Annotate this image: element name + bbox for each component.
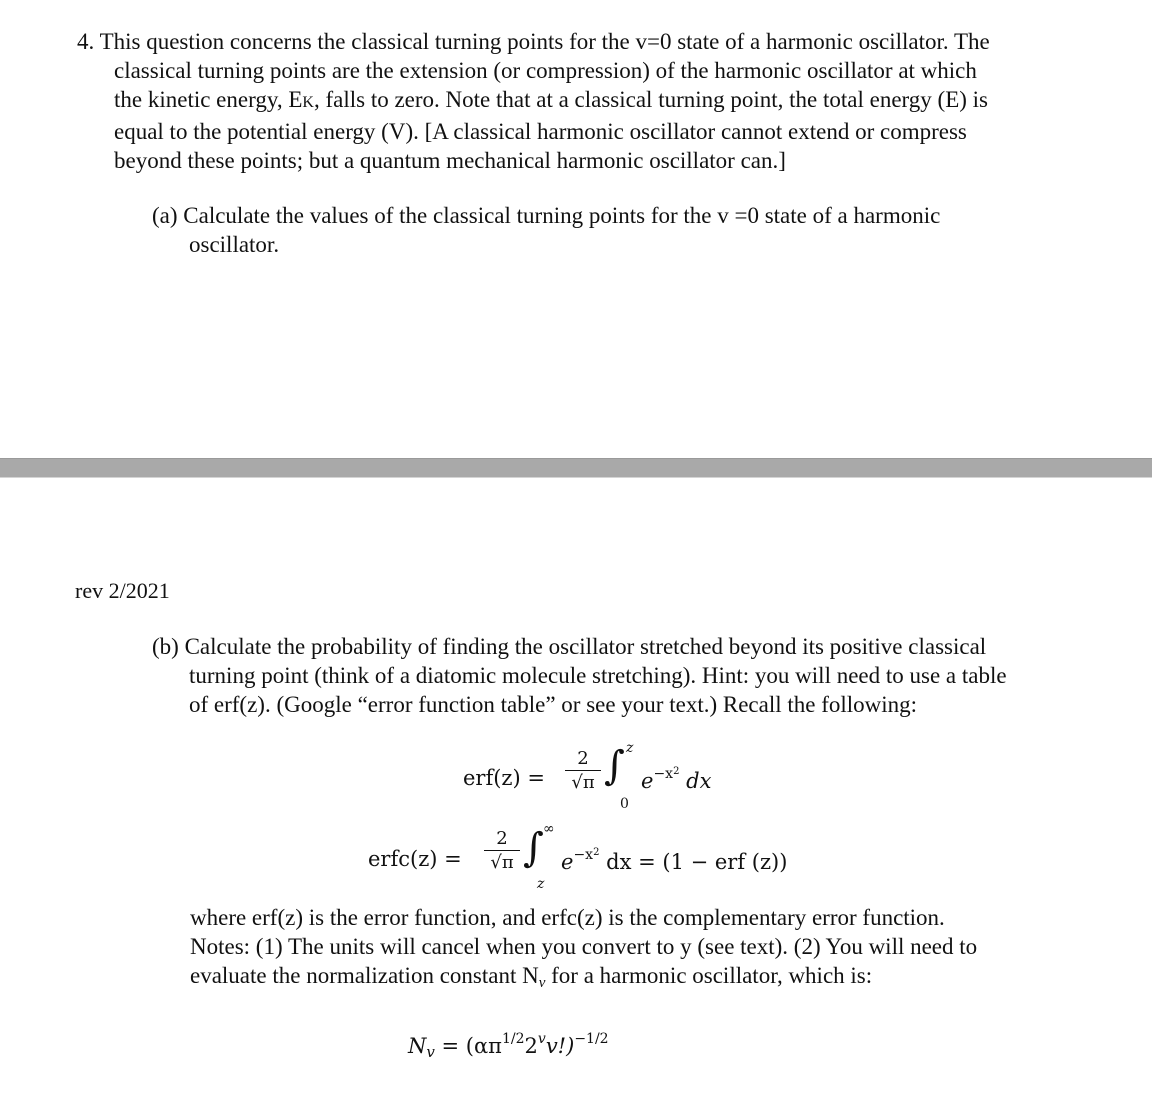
erfc-upper-limit: ∞ <box>543 821 555 837</box>
norm-exp-v: v <box>537 1031 546 1047</box>
intro-text: 4. This question concerns the classical turning points for the v=0 state of a harmonic oscillator. The classical turning points are the extension (or compression) of the harmonic oscillator at which the kinetic energy, E <box>77 29 990 112</box>
erf-denominator: √π <box>571 772 595 793</box>
norm-alpha-pi: = (απ <box>434 1034 502 1058</box>
erfc-lower-limit: z <box>537 876 545 892</box>
kinetic-energy-subscript: K <box>302 94 314 111</box>
notes-text: where erf(z) is the error function, and erfc(z) is the complementary error function. Notes: (1) The units will cancel when you convert to y (see text). (2) You will need to evaluate the normalization constant N <box>190 905 978 988</box>
erf-integral-sign: ∫ <box>604 743 625 789</box>
erf-integrand <box>641 766 711 793</box>
erfc-integral-sign: ∫ <box>523 825 544 871</box>
revision-label: rev 2/2021 <box>75 578 170 603</box>
erfc-denominator: √π <box>490 852 514 873</box>
part-a: (a) Calculate the values of the classical turning points for the v =0 state of a harmonic oscillator. <box>152 203 941 257</box>
norm-outer-exponent: −1/2 <box>574 1031 609 1047</box>
erf-exponent: −x <box>653 766 674 782</box>
page-top <box>0 0 1152 458</box>
page-separator <box>0 458 1152 478</box>
intro-text-continued: , falls to zero. Note that at a classical turning point, the total energy (E) is equal to the potential energy (V). [A classical harmonic oscillator cannot extend or compress beyond these points; but a quantum mechanical harmonic oscillator can.] <box>114 87 989 173</box>
page-bottom <box>0 478 1152 1098</box>
erfc-rhs: dx = (1 − erf (z)) <box>606 850 788 874</box>
norm-two: 2 <box>524 1034 538 1058</box>
erfc-numerator: 2 <box>484 828 520 851</box>
erfc-integrand <box>561 847 787 874</box>
erf-exponent-square: 2 <box>673 766 680 777</box>
norm-n: N <box>408 1034 427 1058</box>
notes <box>190 903 980 998</box>
erfc-e: e <box>561 850 574 874</box>
erfc-exponent: −x <box>573 847 594 863</box>
erf-fraction <box>565 748 601 793</box>
notes-subscript: v <box>538 975 546 991</box>
erf-lower-limit: 0 <box>620 796 629 812</box>
erf-upper-limit: z <box>626 740 634 756</box>
erf-lhs: erf(z) = <box>463 766 545 790</box>
question-intro <box>77 27 994 175</box>
norm-subscript: v <box>426 1043 435 1061</box>
notes-text-continued: for a harmonic oscillator, which is: <box>545 963 873 988</box>
norm-v-factorial: v!) <box>545 1034 575 1058</box>
erf-numerator: 2 <box>565 748 601 771</box>
part-b: (b) Calculate the probability of finding the oscillator stretched beyond its positive classical turning point (think of a diatomic molecule stretching). Hint: you will need to use a table of erf(z). (Google “error function table” or see your text.) Recall the following: <box>152 634 1007 717</box>
normalization-equation <box>408 1031 609 1061</box>
erf-dx: dx <box>686 769 712 793</box>
norm-exp-half: 1/2 <box>501 1031 525 1047</box>
erfc-fraction <box>484 828 520 873</box>
erfc-lhs: erfc(z) = <box>368 847 462 871</box>
erfc-exponent-square: 2 <box>593 847 600 858</box>
erf-e: e <box>641 769 654 793</box>
